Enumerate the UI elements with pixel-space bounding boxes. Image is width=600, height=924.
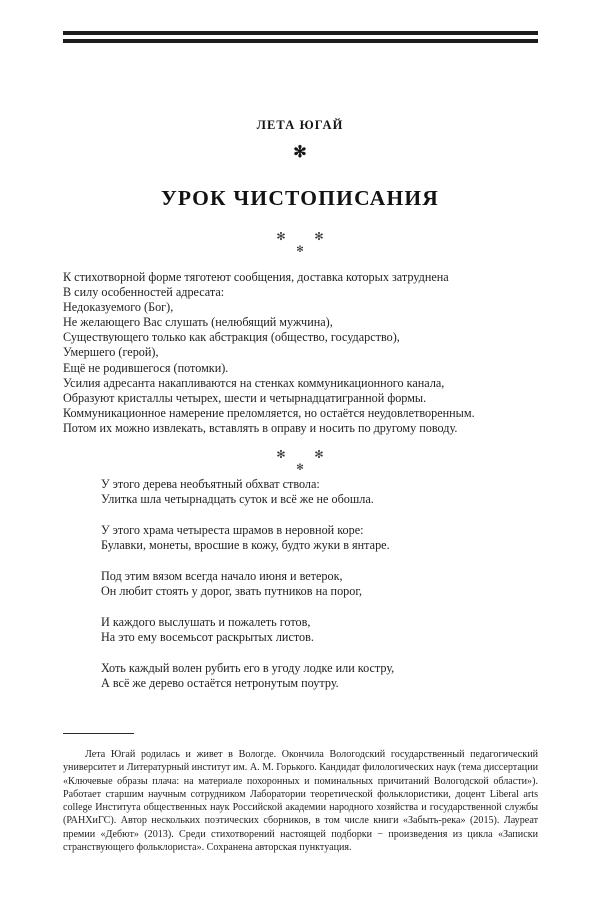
verse-line: Усилия адресанта накапливаются на стенках коммуникационного канала, [63, 375, 445, 390]
verse-line: И каждого выслушать и пожалеть готов, [101, 614, 311, 629]
page-title: УРОК ЧИСТОПИСАНИЯ [160, 186, 440, 211]
author-name: ЛЕТА ЮГАЙ [256, 118, 344, 132]
asterisk-row-top-icon: ✻ ✻ [276, 449, 337, 461]
verse-line: Не желающего Вас слушать (нелюбящий мужчина), [63, 315, 333, 330]
poem-two-body [101, 477, 541, 691]
verse-line: Хоть каждый волен рубить его в угоду лодке или костру, [101, 660, 395, 675]
stanza [101, 615, 541, 646]
verse-line: Потом их можно извлекать, вставлять в оправу и носить по другому поводу. [63, 420, 458, 435]
verse-line: Умершего (герой), [63, 345, 159, 360]
verse-line: Существующего только как абстракция (общество, государство), [63, 330, 400, 345]
verse-line: Ещё не родившегося (потомки). [63, 360, 229, 375]
verse-line: А всё же дерево остаётся нетронутым поутру. [101, 675, 339, 690]
stanza [101, 523, 541, 554]
verse-line: Коммуникационное намерение преломляется, но остаётся неудовлетворенным. [63, 405, 475, 420]
verse-line: Недоказуемого (Бог), [63, 300, 174, 315]
verse-line: Булавки, монеты, вросшие в кожу, будто жуки в янтаре. [101, 538, 390, 553]
asterisk-separator-first [0, 232, 600, 256]
verse-line: К стихотворной форме тяготеют сообщения, доставка которых затруднена [63, 270, 449, 284]
verse-line: У этого храма четыреста шрамов в неровной коре: [101, 522, 364, 537]
poem-one-body [63, 270, 541, 436]
asterisk-separator-second [0, 450, 600, 474]
verse-line: В силу особенностей адресата: [63, 285, 225, 300]
asterisk-divider-icon: ✻ [293, 144, 307, 161]
header-rule-upper [63, 31, 538, 35]
asterisk-row-top-icon: ✻ ✻ [276, 231, 337, 243]
verse-line: Он любит стоять у дорог, звать путников на порог, [101, 584, 363, 599]
verse-line: Под этим вязом всегда начало июня и ветерок, [101, 568, 343, 583]
stanza [101, 477, 541, 508]
author-biography-footnote: Лета Югай родилась и живет в Вологде. Окончила Вологодский государственный педагогический университет и Литературный институт им. А. М. Горького. Кандидат филологических наук (тема диссертации «Ключевые образы плача: на материале похоронных и поминальных причитаний Вологодской области»). Работает старшим научным сотрудником Лаборатории теоретической фольклористики, доцент Liberal arts college Института общественных наук Российской академии народного хозяйства и государственной службы (РАНХиГС). Автор нескольких поэтических сборников, в том числе книги «Забыть-река» (2015). Лауреат премии «Дебют» (2013). Среди стихотворений настоящей подборки − произведения из цикла «Записки странствующего фольклориста». Сохранена авторская пунктуация. [63, 749, 538, 854]
asterisk-row-bottom-icon: ✻ [296, 462, 304, 472]
asterisk-row-bottom-icon: ✻ [296, 244, 304, 254]
verse-line: Образуют кристаллы четырех, шести и четырнадцатигранной формы. [63, 390, 427, 405]
footnote-separator-rule [63, 733, 134, 734]
stanza [101, 569, 541, 600]
verse-line: У этого дерева необъятный обхват ствола: [101, 477, 320, 491]
stanza [101, 661, 541, 692]
verse-line: На это ему восемьсот раскрытых листов. [101, 629, 314, 644]
verse-line: Улитка шла четырнадцать суток и всё же не обошла. [101, 492, 374, 507]
header-rule-lower [63, 39, 538, 43]
header-double-rule [63, 31, 538, 43]
